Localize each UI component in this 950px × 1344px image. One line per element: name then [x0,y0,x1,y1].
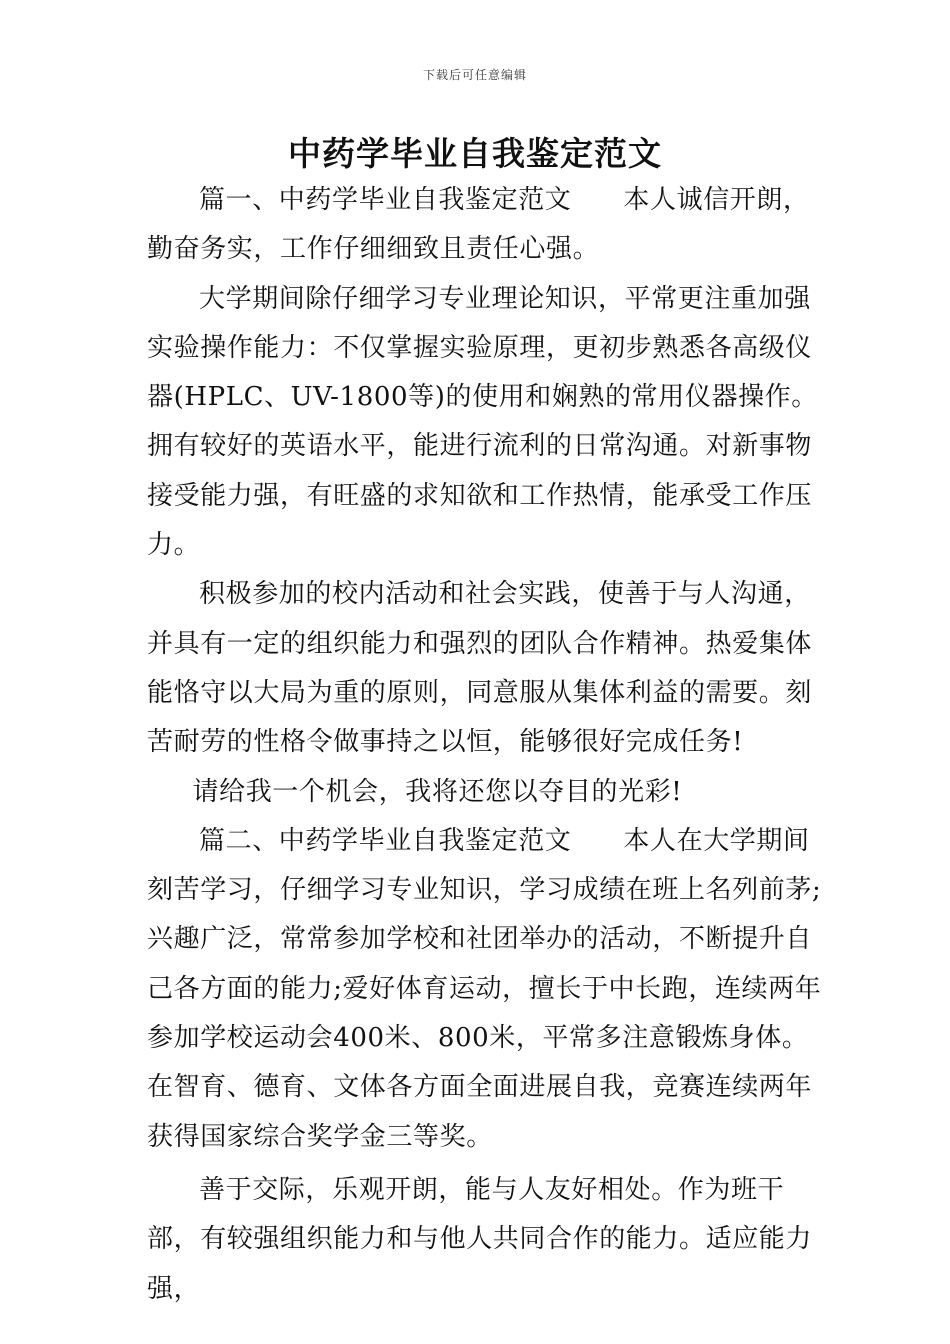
header-note: 下载后可任意编辑 [422,68,527,82]
section-heading-1: 篇一、中药学毕业自我鉴定范文 [199,185,572,215]
paragraph-5 [147,817,823,1162]
section-heading-2: 篇二、中药学毕业自我鉴定范文 [199,825,572,856]
paragraph-text: 积极参加的校内活动和社会实践，使善于与人沟通，并具有一定的组织能力和强烈的团队合作精神。热爱集体能恪守以大局为重的原则，同意服从集体利益的需要。刻苦耐劳的性格令做事持之以恒，能够很好完成任务! [147,579,813,758]
document-title: 中药学毕业自我鉴定范文 [288,134,662,173]
paragraph-6 [147,1166,823,1314]
paragraph-text: 本人诚信开朗，勤奋务实，工作仔细细致且责任心强。 [147,185,810,265]
paragraph-3 [147,570,823,767]
document-body [147,176,823,1314]
paragraph-text: 请给我一个机会，我将还您以夺目的光彩! [192,776,683,807]
paragraph-1 [147,176,823,275]
paragraph-2 [147,275,823,571]
paragraph-text: 善于交际，乐观开朗，能与人友好相处。作为班干部，有较强组织能力和与他人共同合作的能力。适应能力强， [147,1174,813,1304]
paragraph-4 [147,768,823,817]
paragraph-text: 大学期间除仔细学习专业理论知识，平常更注重加强实验操作能力：不仅掌握实验原理，更初步熟悉各高级仪器(HPLC、UV-1800等)的使用和娴熟的常用仪器操作。拥有较好的英语水平，能进行流利的日常沟通。对新事物接受能力强，有旺盛的求知欲和工作热情，能承受工作压力。 [147,283,818,561]
paragraph-text: 本人在大学期间刻苦学习，仔细学习专业知识，学习成绩在班上名列前茅;兴趣广泛，常常参加学校和社团举办的活动，不断提升自己各方面的能力;爱好体育运动，擅长于中长跑，连续两年参加学校运动会400米、800米，平常多注意锻炼身体。在智育、德育、文体各方面全面进展自我，竞赛连续两年获得国家综合奖学金三等奖。 [147,825,822,1152]
